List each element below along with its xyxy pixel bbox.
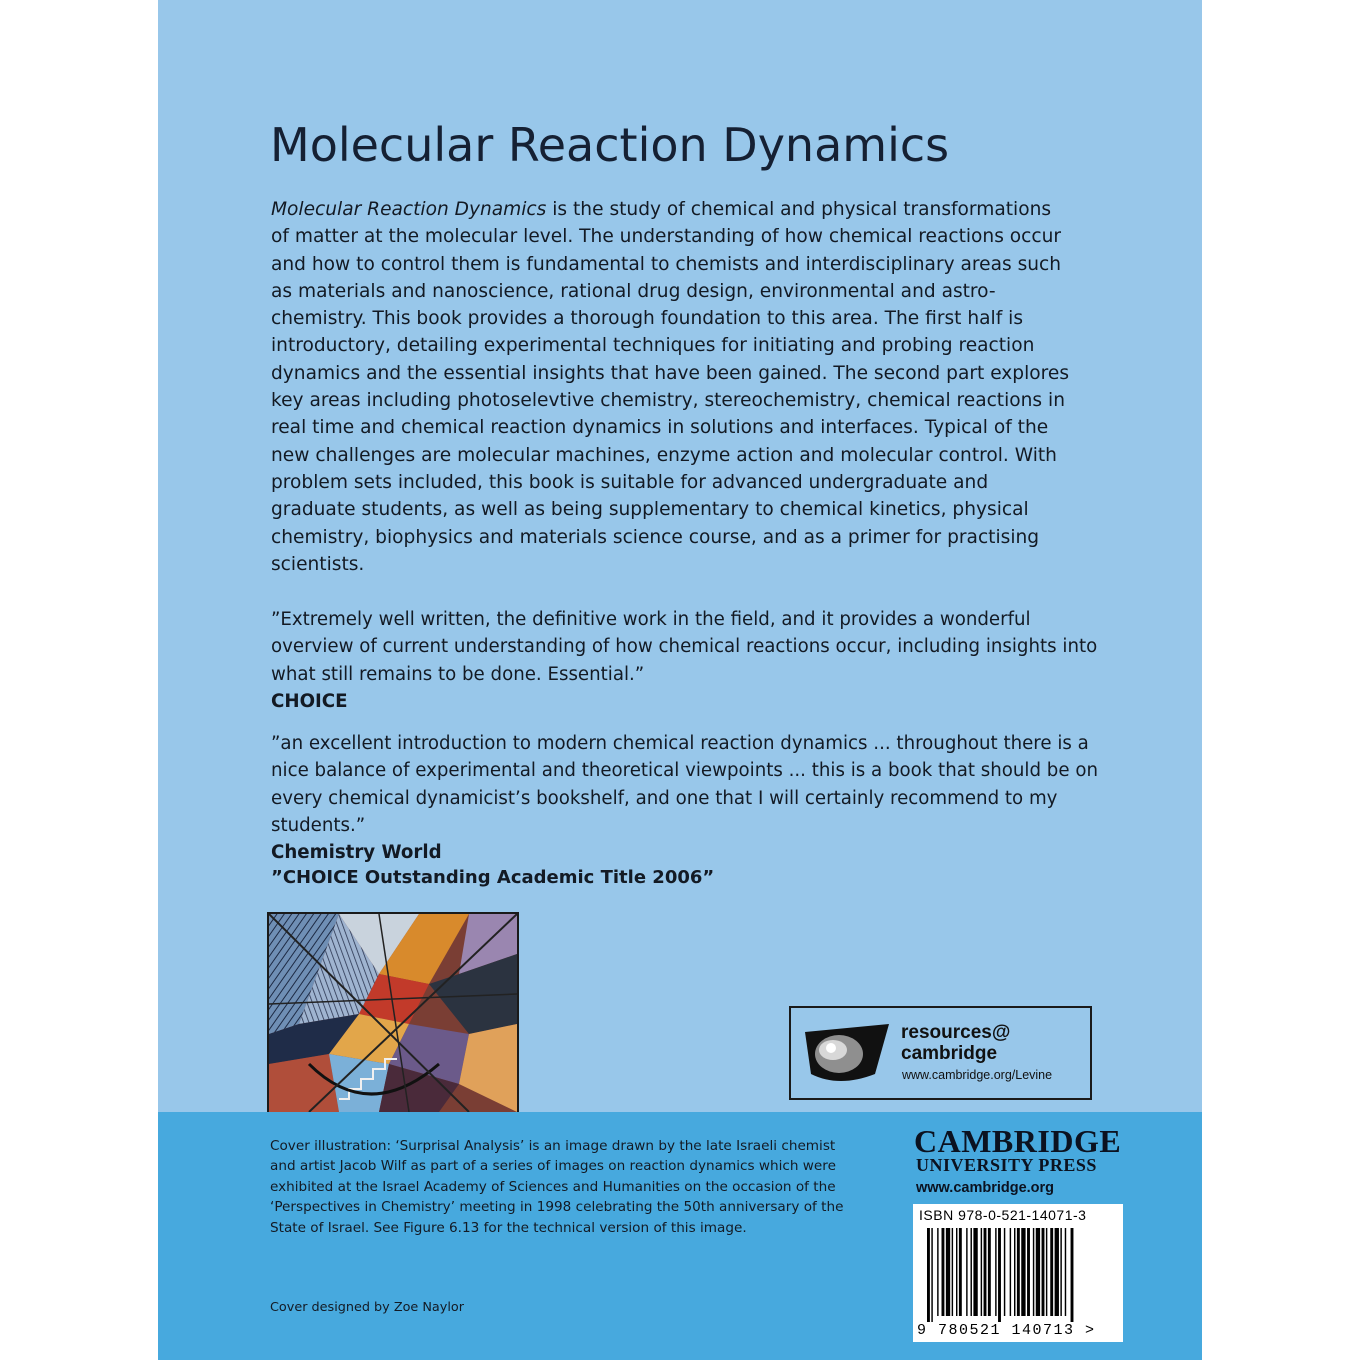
- book-title: Molecular Reaction Dynamics: [270, 118, 950, 172]
- cover-designer: Cover designed by Zoe Naylor: [270, 1300, 464, 1315]
- review-source: Chemistry World: [271, 842, 442, 864]
- resources-line-2: cambridge: [901, 1043, 998, 1064]
- publisher-website: www.cambridge.org: [916, 1180, 1055, 1196]
- description-lead: Molecular Reaction Dynamics: [271, 199, 547, 220]
- isbn-barcode: [913, 1204, 1123, 1342]
- review-quote-2: [271, 730, 1101, 866]
- publisher-press: UNIVERSITY PRESS: [916, 1155, 1097, 1175]
- resources-url: www.cambridge.org/Levine: [902, 1068, 1053, 1082]
- book-description: [271, 196, 1071, 578]
- review-text: ”Extremely well written, the definitive work in the field, and it provides a wonderful overview of current understanding of how chemical reactions occur, including insights into what still remains to be done. Essential.”: [271, 609, 1098, 685]
- review-quote-1: [271, 606, 1101, 715]
- isbn-number: ISBN 978-0-521-14071-3: [919, 1207, 1087, 1223]
- cover-illustration-note: Cover illustration: ‘Surprisal Analysis’ is an image drawn by the late Israeli chemist and artist Jacob Wilf as part of a series of images on reaction dynamics which were exhibited at the Israel Academy of Sciences and Humanities on the occasion of the ‘Perspectives in Chemistry’ meeting in 1998 celebrating the 50th anniversary of the State of Israel. See Figure 6.13 for the technical version of this image.: [270, 1138, 844, 1236]
- publisher-name: CAMBRIDGE: [914, 1123, 1122, 1159]
- cover-illustration: [267, 912, 519, 1114]
- description-body: is the study of chemical and physical transformations of matter at the molecular level. The understanding of how chemical reactions occur and how to control them is fundamental to chemists and interdisciplinary areas such as materials and nanoscience, rational drug design, environmental and astro-chemistry. This book provides a thorough foundation to this area. The first half is introductory, detailing experimental techniques for initiating and probing reaction dynamics and the essential insights that have been gained. The second part explores key areas including photoselevtive chemistry, stereochemistry, chemical reactions in real time and chemical reaction dynamics in solutions and interfaces. Typical of the new challenges are molecular machines, enzyme action and molecular control. With problem sets included, this book is suitable for advanced undergraduate and graduate students, as well as being supplementary to chemical kinetics, physical chemistry, biophysics and materials science course, and as a primer for practising scientists.: [271, 199, 1070, 575]
- barcode-bars-icon: [913, 1226, 1123, 1322]
- abstract-artwork: [269, 914, 517, 1112]
- review-source: CHOICE: [271, 690, 348, 712]
- eye-logo-icon: [799, 1018, 895, 1088]
- back-cover: [158, 0, 1202, 1360]
- resources-line-1: resources@: [901, 1022, 1011, 1043]
- ean-digits: 9 780521 140713 >: [917, 1322, 1096, 1339]
- review-text: ”an excellent introduction to modern chemical reaction dynamics ... throughout there is a nice balance of experimental and theoretical viewpoints ... this is a book that should be on every chemical dynamicist’s bookshelf, and one that I will certainly recommend to my students.”: [271, 733, 1098, 836]
- resources-cambridge-box: [789, 1006, 1092, 1100]
- award-line: ”CHOICE Outstanding Academic Title 2006”: [271, 867, 715, 888]
- bottom-band: [158, 1112, 1202, 1360]
- resources-wordmark: [901, 1022, 1010, 1064]
